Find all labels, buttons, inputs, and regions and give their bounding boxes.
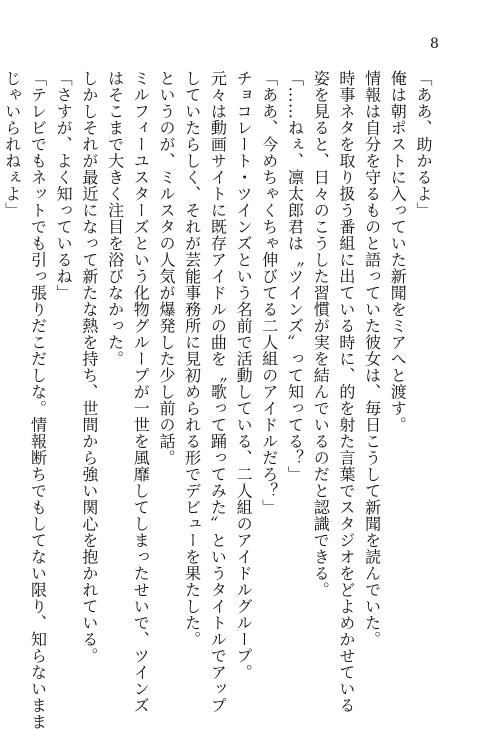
text-line: 時事ネタを取り扱う番組に出ている時に、的を射た言葉でスタジオをどよめかせている <box>336 70 356 714</box>
text-line: 姿を見ると、日々のこうした習慣が実を結んでいるのだと認識できる。 <box>311 70 331 598</box>
text-line: 「ああ、助かるよ」 <box>414 70 433 219</box>
page-number: 8 <box>430 36 439 52</box>
text-line: というのが、ミルスタの人気が爆発した少し前の話。 <box>156 70 176 466</box>
text-line: 情報は自分を守るものと語っていた彼女は、毎日こうして新聞を読んでいた。 <box>362 70 382 648</box>
text-line: はそこまで大きく注目を浴びなかった。 <box>105 70 125 367</box>
body-text <box>2 70 436 730</box>
text-line: しかしそれが最近になって新たな熱を持ち、世間から強い関心を抱かれている。 <box>79 70 99 664</box>
text-line: 「テレビでもネットでも引っ張りだこだしな。情報断ちでもしてない限り、知らないまま <box>28 70 48 730</box>
text-line: 俺は朝ポストに入っていた新聞をミアへと渡す。 <box>388 70 408 433</box>
text-line: 「さすが、よく知っているね」 <box>54 70 74 301</box>
text-line: 「……ねぇ、凛太郎君は〝ツインズ〟って知ってる？」 <box>285 70 305 483</box>
text-line: 元々は動画サイトに既存アイドルの曲を〝歌って踊ってみた〟というタイトルでアップ <box>208 70 228 714</box>
text-line: チョコレート・ツインズという名前で活動している、二人組のアイドルグループ。 <box>234 70 254 681</box>
text-line: していたらしく、それが芸能事務所に見初められる形でデビューを果たした。 <box>182 70 202 648</box>
text-line: じゃいられねぇよ」 <box>2 70 22 219</box>
text-line: 「ああ、今めちゃくちゃ伸びてる二人組のアイドルだろ？」 <box>259 70 279 516</box>
text-line: ミルフィーユスターズという化物グループが一世を風靡してしまったせいで、ツインズ <box>131 70 151 714</box>
